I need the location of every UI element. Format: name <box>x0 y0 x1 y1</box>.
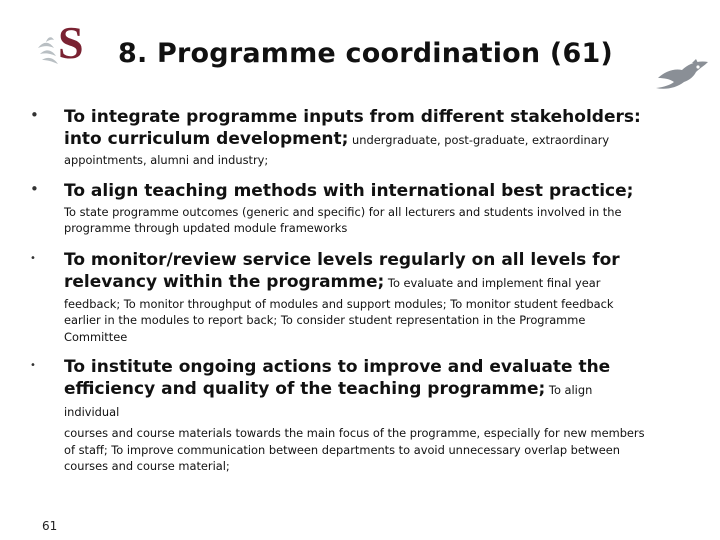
bullet-heading-continued: into curriculum development; <box>64 129 349 149</box>
page-number: 61 <box>42 519 58 533</box>
list-item <box>26 180 646 237</box>
fish-icon <box>652 58 710 92</box>
list-item <box>26 106 646 169</box>
bullet-dot: • <box>30 252 36 264</box>
page-title: 8. Programme coordination (61) <box>118 38 613 69</box>
bullet-detail-inline: To evaluate and implement final year <box>384 275 601 290</box>
university-crest-logo <box>34 18 82 66</box>
bullet-detail: appointments, alumni and industry; <box>64 153 269 167</box>
bullet-dot: • <box>30 360 36 371</box>
list-item <box>26 356 646 475</box>
bullet-heading-continued: relevancy within the programme; <box>64 271 385 292</box>
bullet-detail-inline: undergraduate, post-graduate, extraordinary <box>348 133 610 147</box>
bullet-heading: To integrate programme inputs from different stakeholders: <box>64 107 641 127</box>
bullet-list <box>26 106 646 475</box>
bullet-heading: To align teaching methods with international best practice; <box>64 180 634 201</box>
list-item <box>26 249 646 346</box>
bullet-detail-inline: To align individual <box>64 383 593 419</box>
bullet-dot: • <box>30 179 39 198</box>
bullet-dot: • <box>30 106 39 124</box>
bullet-heading: To monitor/review service levels regularly on all levels for <box>64 249 620 270</box>
bullet-detail: To state programme outcomes (generic and specific) for all lecturers and students involved in the programme through updated module frameworks <box>64 204 622 235</box>
bullet-heading: To institute ongoing actions to improve and evaluate the <box>64 357 611 377</box>
bullet-detail: courses and course materials towards the main focus of the programme, especially for new members of staff; To improve communication between departments to avoid unnecessary overlap between courses and course material; <box>64 426 645 473</box>
bullet-heading-continued: efficiency and quality of the teaching programme; <box>64 379 546 399</box>
bullet-detail: feedback; To monitor throughput of modules and support modules; To monitor student feedback earlier in the modules to report back; To consider student representation in the Programme Committee <box>64 296 614 344</box>
logo-letter: S <box>58 18 82 66</box>
